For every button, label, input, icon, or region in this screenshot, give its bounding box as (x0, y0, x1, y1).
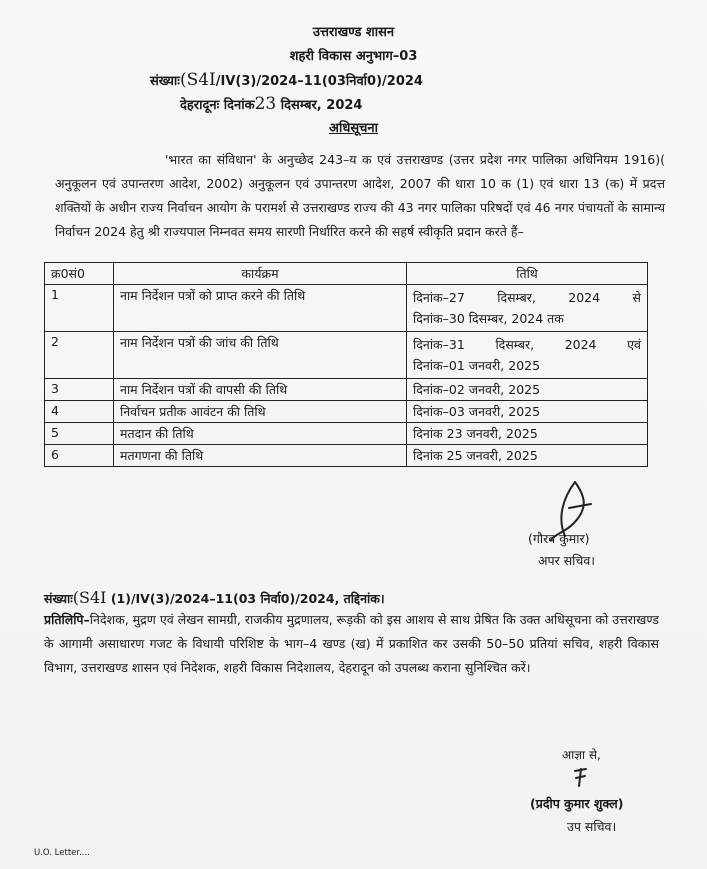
issue-date-suffix: दिसम्बर, 2024 (280, 98, 363, 113)
cell-program: नाम निर्देशन पत्रों को प्राप्त करने की तिथि (114, 285, 407, 332)
date-line-2: दिनांक–30 दिसम्बर, 2024 तक (413, 311, 564, 326)
cell-program: नाम निर्देशन पत्रों की जांच की तिथि (114, 332, 407, 379)
table-row (45, 445, 648, 467)
table-row (45, 379, 648, 401)
election-schedule-table (44, 262, 648, 467)
notification-paragraph (55, 148, 665, 244)
cell-program: निर्वाचन प्रतीक आवंटन की तिथि (114, 401, 407, 423)
signatory-designation-1: अपर सचिव। (538, 553, 596, 568)
cell-date (407, 332, 648, 379)
signatory-name-2: (प्रदीप कुमार शुक्ल) (530, 796, 624, 811)
cell-date (407, 285, 648, 332)
issue-date-handwritten: 23 (254, 94, 277, 114)
copy-label: प्रतिलिपि– (44, 612, 90, 627)
reference-number-prefix: संख्याः (150, 74, 180, 89)
cell-date: दिनांक 25 जनवरी, 2025 (407, 445, 648, 467)
cell-date: दिनांक–02 जनवरी, 2025 (407, 379, 648, 401)
cell-serial: 4 (45, 401, 114, 423)
department-heading: शहरी विकास अनुभाग–03 (289, 49, 418, 64)
endorsement-number-prefix: संख्याः (44, 591, 73, 606)
cell-program: नाम निर्देशन पत्रों की वापसी की तिथि (114, 379, 407, 401)
notification-title: अधिसूचना (329, 121, 378, 136)
by-order-text: आज्ञा से, (562, 748, 601, 762)
table-row (45, 285, 648, 332)
date-line-1 (413, 334, 641, 356)
table-row (45, 332, 648, 379)
date-part: दिनांक–27 (413, 290, 465, 305)
notification-paragraph-text: 'भारत का संविधान' के अनुच्छेद 243–य क एवं उत्तराखण्ड (उत्तर प्रदेश नगर पालिका अधिनियम 1916)( अनुकूलन एवं उपान्तरण आदेश, 2002) अनुकूलन एवं उपान्तरण आदेश, 2007 की धारा 10 क (1) एवं धारा 13 (क) में प्रदत्त शक्तियों के अधीन राज्य निर्वाचन आयोग के परामर्श से उत्तराखण्ड राज्य की 43 नगर पालिका परिषदों एवं 46 नगर पंचायतों के सामान्य निर्वाचन 2024 हेतु श्री राज्यपाल निम्नवत समय सारणी निर्धारित करने की सहर्ष स्वीकृति प्रदान करते हैं– (55, 152, 665, 239)
date-part: एवं (627, 337, 641, 352)
cell-serial: 5 (45, 423, 114, 445)
table-row (45, 401, 648, 423)
date-line-1 (413, 287, 641, 309)
reference-number-suffix: /IV(3)/2024–11(03निर्वा0)/2024 (215, 74, 423, 89)
initials-icon (572, 766, 590, 788)
endorsement-number-suffix: (1)/IV(3)/2024–11(03 निर्वा0)/2024, तद्दिनांक। (110, 591, 385, 606)
cell-date: दिनांक 23 जनवरी, 2025 (407, 423, 648, 445)
header-program: कार्यक्रम (114, 263, 407, 285)
endorsement-number-handwritten: (S4I (72, 588, 107, 607)
uo-letter-note: U.O. Letter.... (34, 848, 90, 858)
date-part: दिनांक–31 (413, 337, 465, 352)
date-line-2: दिनांक–01 जनवरी, 2025 (413, 358, 541, 373)
signatory-name-1: (गौरव कुमार) (528, 531, 590, 546)
cell-date: दिनांक–03 जनवरी, 2025 (407, 401, 648, 423)
reference-number (150, 70, 423, 90)
cell-serial: 1 (45, 285, 114, 332)
government-heading: उत्तराखण्ड शासन (312, 25, 395, 40)
copy-text: निदेशक, मुद्रण एवं लेखन सामग्री, राजकीय मुद्रणालय, रूड़की को इस आशय से साथ प्रेषित कि उक्त अधिसूचना को उत्तराखण्ड के आगामी असाधारण गजट के विधायी परिशिष्ट के भाग–4 खण्ड (ख) में प्रकाशित कर उसकी 50–50 प्रतियां सचिव, शहरी विकास विभाग, उत्तराखण्ड शासन एवं निदेशक, शहरी विकास निदेशालय, देहरादून को उपलब्ध कराना सुनिश्चित करें। (44, 612, 659, 675)
signatory-designation-2: उप सचिव। (567, 819, 617, 834)
endorsement-reference (44, 588, 385, 607)
date-part: 2024 (568, 290, 601, 305)
date-part: दिसम्बर, (495, 337, 535, 352)
header-date: तिथि (407, 263, 648, 285)
cell-serial: 3 (45, 379, 114, 401)
cell-program: मतदान की तिथि (114, 423, 407, 445)
issue-date-prefix: देहरादूनः दिनांक (180, 98, 255, 113)
cell-serial: 2 (45, 332, 114, 379)
reference-number-handwritten: (S4I (179, 70, 216, 90)
date-part: 2024 (564, 337, 597, 352)
table-row (45, 423, 648, 445)
table-header-row (45, 263, 648, 285)
cell-serial: 6 (45, 445, 114, 467)
header-serial: क्र0सं0 (45, 263, 114, 285)
copy-to-paragraph (44, 608, 659, 680)
date-part: दिसम्बर, (497, 290, 536, 305)
date-part: से (632, 290, 641, 305)
issue-date (180, 94, 362, 114)
cell-program: मतगणना की तिथि (114, 445, 407, 467)
